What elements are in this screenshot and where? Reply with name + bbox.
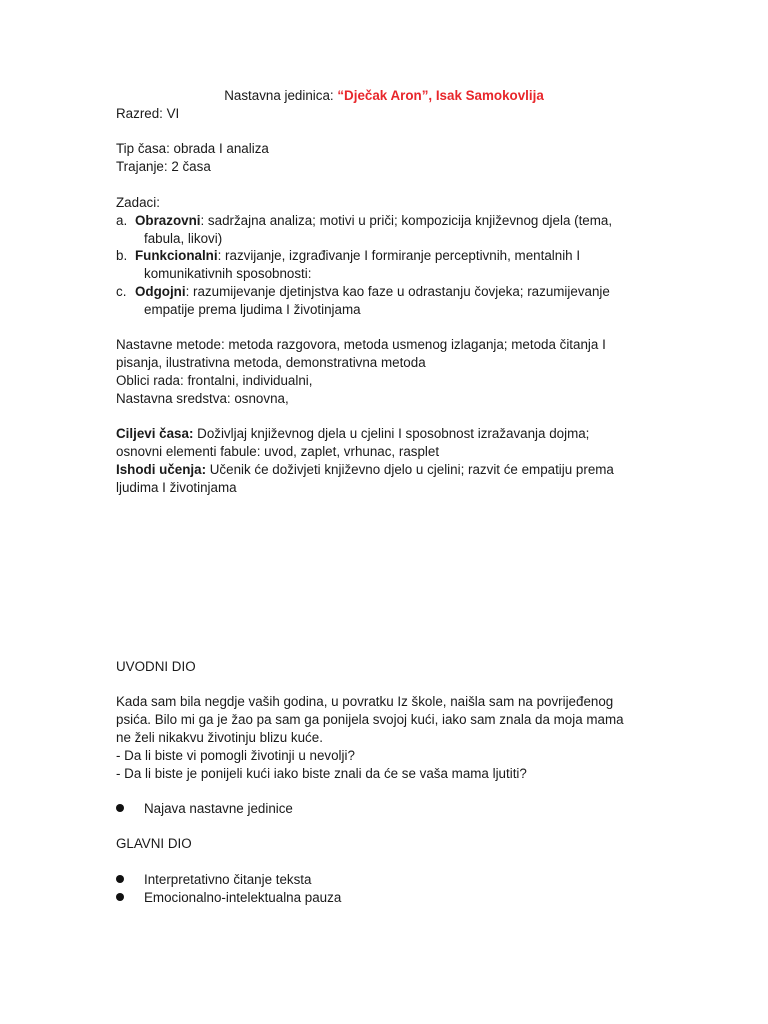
intro-bullet-item: Najava nastavne jedinice	[144, 801, 293, 816]
task-b	[116, 247, 580, 265]
task-b-text: : razvijanje, izgrađivanje I formiranje perceptivnih, mentalnih I	[217, 248, 581, 263]
intro-paragraph-line: ne želi nikakvu životinju blizu kuće.	[116, 730, 323, 745]
task-c-key: Odgojni	[135, 284, 186, 299]
goals-key: Ciljevi časa:	[116, 426, 194, 441]
intro-heading: UVODNI DIO	[116, 659, 196, 674]
outcomes-line	[116, 461, 614, 479]
duration-line: Trajanje: 2 časa	[116, 159, 211, 174]
task-b-label: b.	[116, 248, 128, 263]
task-a-label: a.	[116, 213, 128, 228]
main-heading: GLAVNI DIO	[116, 836, 192, 851]
task-b-key: Funkcionalni	[135, 248, 218, 263]
intro-paragraph-line: psića. Bilo mi ga je žao pa sam ga ponijela svojoj kući, iako sam znala da moja mama	[116, 712, 624, 727]
goals-continuation: osnovni elementi fabule: uvod, zaplet, vrhunac, rasplet	[116, 444, 440, 459]
methods-line-1: Nastavne metode: metoda razgovora, metoda usmenog izlaganja; metoda čitanja I	[116, 337, 606, 352]
task-a-key: Obrazovni	[135, 213, 201, 228]
task-c-text: : razumijevanje djetinjstva kao faze u odrastanju čovjeka; razumijevanje	[185, 284, 610, 299]
main-bullet-item: Emocionalno-intelektualna pauza	[144, 890, 342, 905]
main-bullet-item: Interpretativno čitanje teksta	[144, 872, 312, 887]
goals-text: Doživljaj književnog djela u cjelini I sposobnost izražavanja dojma;	[193, 426, 590, 441]
intro-paragraph-line: Kada sam bila negdje vaših godina, u povratku Iz škole, naišla sam na povrijeđenog	[116, 694, 614, 709]
task-c	[116, 283, 610, 301]
outcomes-continuation: ljudima I životinjama	[116, 480, 237, 495]
grade-line: Razred: VI	[116, 106, 180, 121]
task-c-label: c.	[116, 284, 127, 299]
lesson-title	[0, 87, 768, 105]
intro-question-1: - Da li biste vi pomogli životinji u nevolji?	[116, 748, 355, 763]
bullet-icon	[116, 875, 124, 883]
task-c-continuation: empatije prema ljudima I životinjama	[144, 302, 361, 317]
outcomes-key: Ishodi učenja:	[116, 462, 207, 477]
goals-line	[116, 425, 589, 443]
methods-line-2: pisanja, ilustrativna metoda, demonstrativna metoda	[116, 355, 426, 370]
title-highlight: “Dječak Aron”, Isak Samokovlija	[337, 88, 544, 103]
lesson-type-line: Tip časa: obrada I analiza	[116, 141, 269, 156]
outcomes-text: Učenik će doživjeti književno djelo u cjelini; razvit će empatiju prema	[206, 462, 614, 477]
task-b-continuation: komunikativnih sposobnosti:	[144, 266, 312, 281]
tasks-heading: Zadaci:	[116, 195, 160, 210]
bullet-icon	[116, 804, 124, 812]
title-prefix: Nastavna jedinica:	[224, 88, 338, 103]
bullet-icon	[116, 893, 124, 901]
intro-question-2: - Da li biste je ponijeli kući iako biste znali da će se vaša mama ljutiti?	[116, 766, 527, 781]
work-forms-line: Oblici rada: frontalni, individualni,	[116, 373, 313, 388]
task-a-text: : sadržajna analiza; motivi u priči; kompozicija književnog djela (tema,	[200, 213, 613, 228]
task-a-continuation: fabula, likovi)	[144, 231, 223, 246]
task-a	[116, 212, 612, 230]
teaching-aids-line: Nastavna sredstva: osnovna,	[116, 391, 289, 406]
